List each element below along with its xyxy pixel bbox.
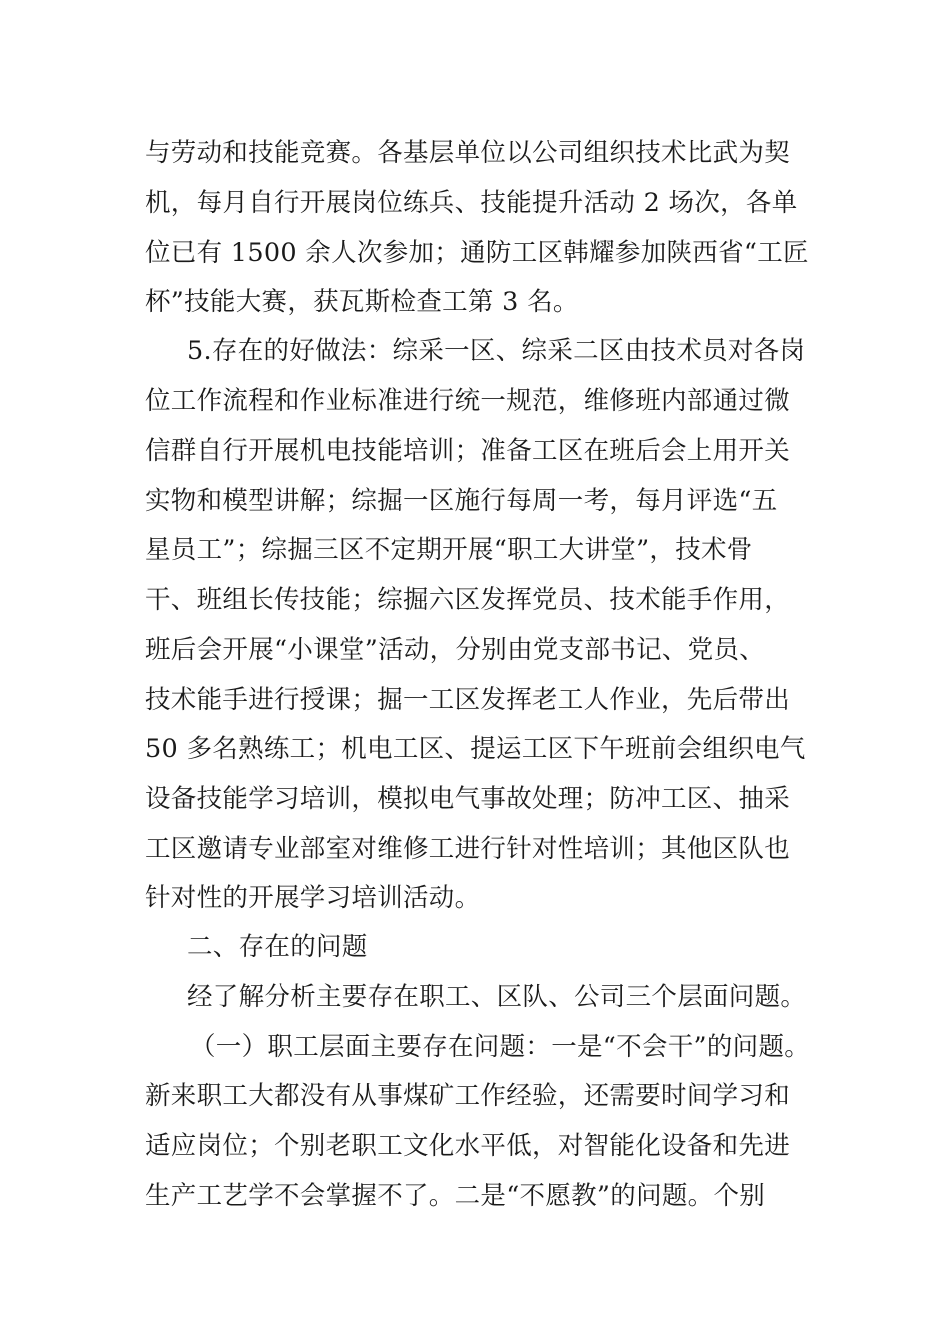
text-line-22: 生产工艺学不会掌握不了。二是“不愿教”的问题。个别: [145, 1181, 766, 1211]
text-line-11: 班后会开展“小课堂”活动，分别由党支部书记、党员、: [145, 635, 766, 665]
text-line-6: 位工作流程和作业标准进行统一规范，维修班内部通过微: [145, 386, 791, 416]
text-line-14: 设备技能学习培训，模拟电气事故处理；防冲工区、抽采: [145, 784, 791, 814]
text-line-7: 信群自行开展机电技能培训；准备工区在班后会上用开关: [145, 436, 791, 466]
text-line-2: 机，每月自行开展岗位练兵、技能提升活动 2 场次，各单: [145, 188, 798, 218]
section-heading-problems: 二、存在的问题: [187, 932, 368, 962]
text-line-4: 杯”技能大赛，获瓦斯检查工第 3 名。: [145, 287, 579, 317]
text-line-21: 适应岗位；个别老职工文化水平低，对智能化设备和先进: [145, 1131, 791, 1161]
text-line-16: 针对性的开展学习培训活动。: [145, 883, 481, 913]
text-line-13: 50 多名熟练工；机电工区、提运工区下午班前会组织电气: [145, 734, 806, 764]
text-line-3: 位已有 1500 余人次参加；通防工区韩耀参加陕西省“工匠: [145, 238, 809, 268]
text-line-15: 工区邀请专业部室对维修工进行针对性培训；其他区队也: [145, 834, 791, 864]
text-line-18: 经了解分析主要存在职工、区队、公司三个层面问题。: [187, 982, 807, 1012]
text-line-1: 与劳动和技能竞赛。各基层单位以公司组织技术比武为契: [145, 138, 791, 168]
text-line-12: 技术能手进行授课；掘一工区发挥老工人作业，先后带出: [145, 685, 791, 715]
text-line-9: 星员工”；综掘三区不定期开展“职工大讲堂”，技术骨: [145, 535, 753, 565]
subsection-heading-employee: （一）职工层面主要存在问题：一是“不会干”的问题。: [190, 1032, 811, 1062]
text-line-10: 干、班组长传技能；综掘六区发挥党员、技术能手作用，: [145, 585, 791, 615]
text-line-8: 实物和模型讲解；综掘一区施行每周一考，每月评选“五: [145, 486, 778, 516]
text-line-20: 新来职工大都没有从事煤矿工作经验，还需要时间学习和: [145, 1081, 791, 1111]
paragraph-5-heading-line: 5.存在的好做法：综采一区、综采二区由技术员对各岗: [187, 336, 806, 366]
